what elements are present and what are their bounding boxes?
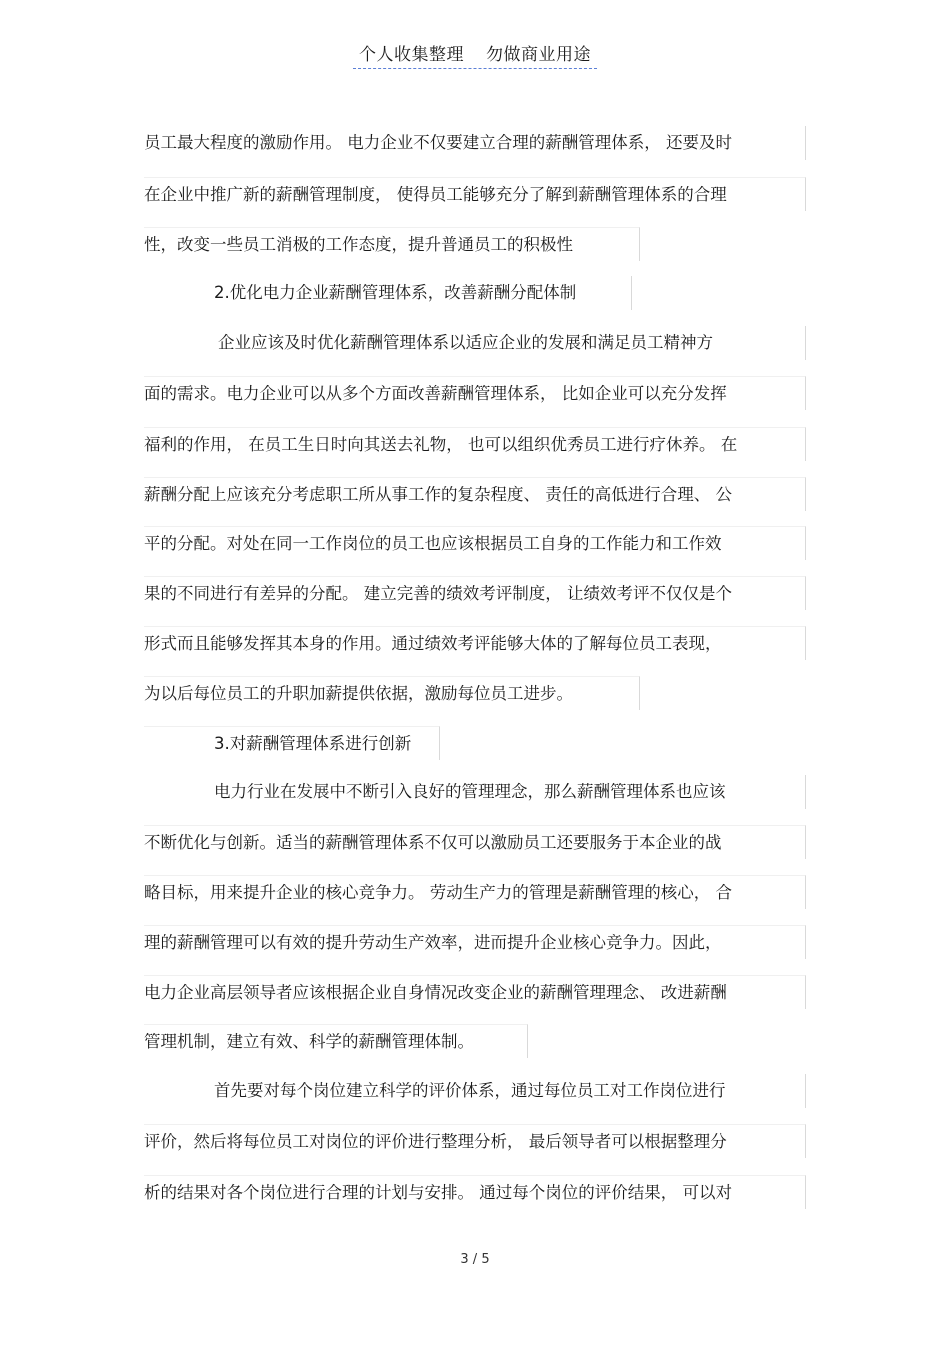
text-line-22: 析的结果对各个岗位进行合理的计划与安排。 通过每个岗位的评价结果， 可以对 [144,1175,806,1209]
text-line-6: 面的需求。电力企业可以从多个方面改善薪酬管理体系， 比如企业可以充分发挥 [144,376,806,410]
text-line-1: 员工最大程度的激励作用。 电力企业不仅要建立合理的薪酬管理体系， 还要及时 [144,126,806,160]
text-line-12: 为以后每位员工的升职加薪提供依据，激励每位员工进步。 [144,676,640,710]
text-line-8: 薪酬分配上应该充分考虑职工所从事工作的复杂程度、 责任的高低进行合理、 公 [144,477,806,511]
header-right-text: 勿做商业用途 [486,45,591,65]
text-line-5: 企业应该及时优化薪酬管理体系以适应企业的发展和满足员工精神方 [218,326,806,360]
text-line-17: 理的薪酬管理可以有效的提升劳动生产效率，进而提升企业核心竞争力。因此， [144,925,806,959]
section-heading-3: 3.对薪酬管理体系进行创新 [144,726,440,760]
text-line-20: 首先要对每个岗位建立科学的评价体系，通过每位员工对工作岗位进行 [214,1074,806,1108]
text-line-2: 在企业中推广新的薪酬管理制度， 使得员工能够充分了解到薪酬管理体系的合理 [144,177,806,211]
text-line-18: 电力企业高层领导者应该根据企业自身情况改变企业的薪酬管理理念、 改进薪酬 [144,975,806,1009]
text-line-9: 平的分配。对处在同一工作岗位的员工也应该根据员工自身的工作能力和工作效 [144,526,806,560]
text-line-7: 福利的作用， 在员工生日时向其送去礼物， 也可以组织优秀员工进行疗休养。 在 [144,427,806,461]
text-line-15: 不断优化与创新。适当的薪酬管理体系不仅可以激励员工还要服务于本企业的战 [144,825,806,859]
text-line-3: 性，改变一些员工消极的工作态度，提升普通员工的积极性 [144,227,640,261]
section-heading-2: 2.优化电力企业薪酬管理体系，改善薪酬分配体制 [214,276,632,310]
text-line-11: 形式而且能够发挥其本身的作用。通过绩效考评能够大体的了解每位员工表现， [144,626,806,660]
text-line-21: 评价，然后将每位员工对岗位的评价进行整理分析， 最后领导者可以根据整理分 [144,1124,806,1158]
text-line-16: 略目标，用来提升企业的核心竞争力。 劳动生产力的管理是薪酬管理的核心， 合 [144,875,806,909]
header-left-text: 个人收集整理 [359,45,464,65]
text-line-19: 管理机制，建立有效、科学的薪酬管理体制。 [144,1024,528,1058]
text-line-14: 电力行业在发展中不断引入良好的管理理念，那么薪酬管理体系也应该 [214,775,806,809]
page-number: 3 / 5 [460,1252,490,1267]
text-line-10: 果的不同进行有差异的分配。 建立完善的绩效考评制度， 让绩效考评不仅仅是个 [144,576,806,610]
